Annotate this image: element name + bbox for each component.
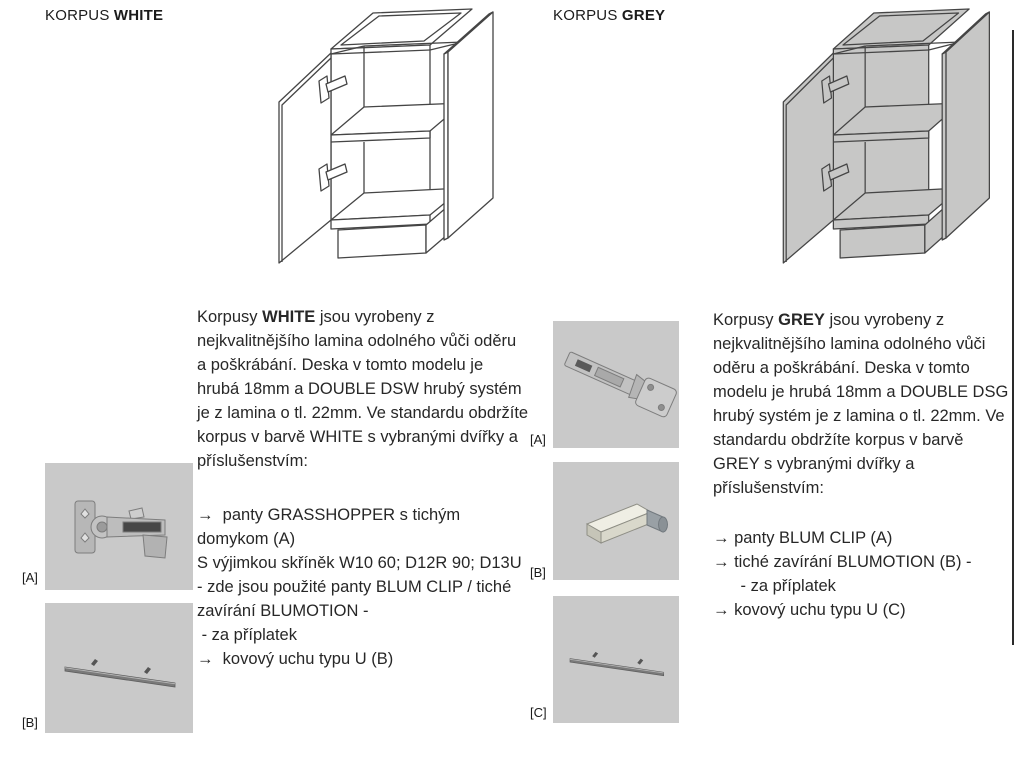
photo-box-grey-a bbox=[553, 321, 679, 448]
section-title-white bbox=[45, 7, 163, 24]
blumotion-damper-icon bbox=[553, 462, 679, 580]
bullet-line: → panty BLUM CLIP (A) bbox=[713, 529, 893, 547]
grasshopper-hinge-icon bbox=[45, 463, 193, 590]
bullet-line: S výjimkou skříněk W10 60; D12R 90; D13U - zde jsou použité panty BLUM CLIP / tiché zavírání BLUMOTION - bbox=[197, 554, 527, 620]
u-handle-icon bbox=[45, 603, 193, 733]
label-white-b: [B] bbox=[22, 715, 38, 730]
label-grey-a: [A] bbox=[530, 432, 546, 447]
photo-box-white-a bbox=[45, 463, 193, 590]
label-grey-b: [B] bbox=[530, 565, 546, 580]
intro-lead: Korpusy bbox=[713, 311, 779, 329]
photo-box-grey-c bbox=[553, 596, 679, 723]
grey-bullet-list bbox=[713, 526, 1013, 622]
photo-box-grey-b bbox=[553, 462, 679, 580]
intro-paragraph-grey bbox=[713, 308, 1013, 500]
grey-text-column bbox=[713, 308, 1013, 622]
intro-brand: WHITE bbox=[262, 308, 316, 326]
bullet-line: → panty GRASSHOPPER s tichým domykom (A) bbox=[197, 506, 465, 548]
bullet-line: → kovový uchu typu U (C) bbox=[713, 601, 906, 619]
title-regular: KORPUS bbox=[553, 7, 622, 24]
label-grey-c: [C] bbox=[530, 705, 547, 720]
intro-brand: GREY bbox=[778, 311, 825, 329]
intro-rest: jsou vyrobeny z nejkvalitnějšího lamina odolného vůči oděru a poškrábání. Deska v tomto modelu je hrubá 18mm a DOUBLE DSG hrubý systém je z lamina o tl. 22mm. Ve standardu obdržíte korpus v barvě GREY s vybranými dvířky a příslušenstvím: bbox=[713, 311, 1009, 497]
bullet-line: - za příplatek bbox=[713, 577, 836, 595]
bullet-line: → tiché zavírání BLUMOTION (B) - bbox=[713, 553, 972, 571]
cabinet-line-drawing-white-icon bbox=[260, 5, 530, 285]
label-white-a: [A] bbox=[22, 570, 38, 585]
intro-paragraph-white bbox=[197, 305, 529, 473]
bullet-line: → kovový uchu typu U (B) bbox=[197, 650, 394, 668]
title-bold: WHITE bbox=[113, 7, 164, 24]
cabinet-line-drawing-grey-icon bbox=[765, 5, 1024, 285]
white-bullet-list bbox=[197, 503, 529, 671]
title-regular: KORPUS bbox=[45, 7, 114, 24]
intro-rest: jsou vyrobeny z nejkvalitnějšího lamina odolného vůči oděru a poškrábání. Deska v tomto modelu je hrubá 18mm a DOUBLE DSW hrubý systém je z lamina o tl. 22mm. Ve standardu obdržíte korpus v barvě WHITE s vybranými dvířky a příslušenstvím: bbox=[197, 308, 529, 470]
blum-clip-hinge-icon bbox=[553, 321, 679, 448]
title-bold: GREY bbox=[621, 7, 666, 24]
white-text-column bbox=[197, 305, 529, 671]
section-title-grey bbox=[553, 7, 665, 24]
intro-lead: Korpusy bbox=[197, 308, 263, 326]
photo-box-white-b bbox=[45, 603, 193, 733]
bullet-line: - za příplatek bbox=[197, 626, 297, 644]
u-handle-icon bbox=[553, 596, 679, 723]
